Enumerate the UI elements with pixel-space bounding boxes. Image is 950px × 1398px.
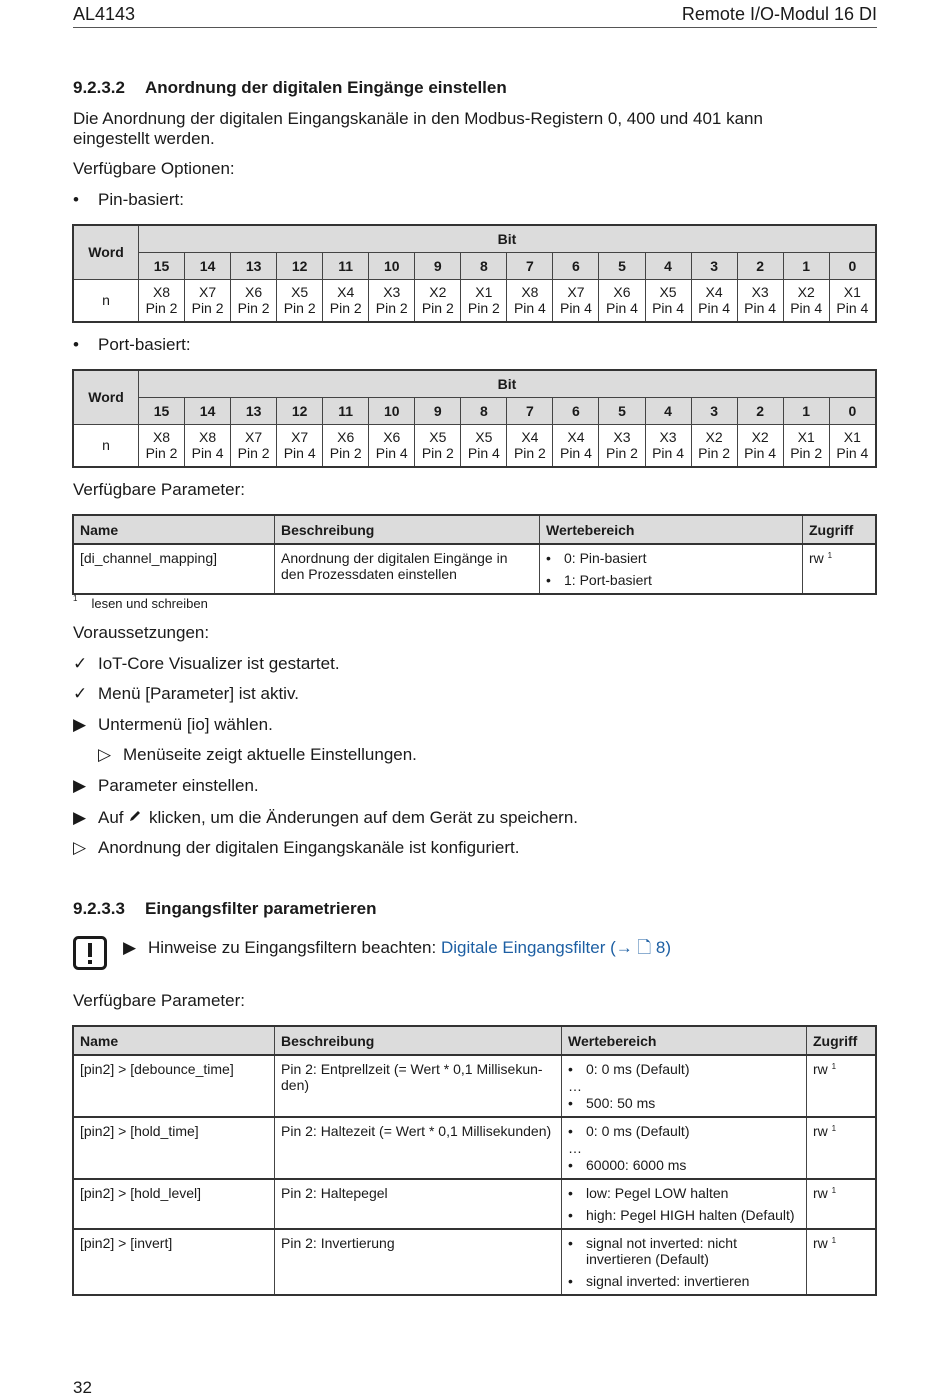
pin-label: Pin 4 — [559, 445, 592, 462]
param-desc: Pin 2: Haltezeit (= Wert * 0,1 Millisekunden) — [275, 1117, 562, 1179]
port-label: X3 — [659, 429, 677, 446]
step-2: ✓ Menü [Parameter] ist aktiv. — [73, 684, 299, 703]
pin-label: Pin 2 — [329, 300, 362, 317]
port-label: X6 — [383, 429, 401, 446]
bit-mapping-cell — [323, 424, 369, 467]
prereq-label: Voraussetzungen: — [73, 623, 210, 642]
port-label: X1 — [843, 429, 861, 446]
bit-number-cell: 6 — [553, 252, 599, 279]
col-name: Name — [73, 515, 275, 544]
param-table-2 — [72, 1025, 877, 1296]
bit-number-cell: 10 — [369, 397, 415, 424]
param-access: rw $^1$ — [807, 1117, 877, 1179]
bit-number-cell: 11 — [323, 397, 369, 424]
doc-code: AL4143 — [73, 4, 136, 24]
pin-label: Pin 2 — [698, 445, 731, 462]
bit-number-cell: 8 — [461, 397, 507, 424]
param-values: • 0: Pin-basiert • 1: Port-basiert — [540, 544, 803, 594]
bit-mapping-cell — [231, 424, 277, 467]
port-label: X2 — [751, 429, 769, 446]
pin-label: Pin 4 — [744, 445, 777, 462]
page-icon: 🗋 — [637, 938, 652, 957]
bit-number-cell: 9 — [415, 252, 461, 279]
bit-mapping-cell — [139, 279, 185, 322]
bit-mapping-cell — [185, 279, 231, 322]
bit-mapping-cell — [507, 424, 553, 467]
pin-label: Pin 2 — [790, 445, 823, 462]
pin-label: Pin 4 — [652, 445, 684, 462]
pin-label: Pin 4 — [744, 300, 777, 317]
port-label: X4 — [337, 284, 355, 301]
bit-number-cell: 15 — [139, 397, 185, 424]
bit-mapping-cell — [369, 279, 415, 322]
bit-number-cell: 8 — [461, 252, 507, 279]
bit-number-cell: 7 — [507, 397, 553, 424]
word-cell: n — [73, 279, 139, 322]
param-name: [pin2] > [hold_time] — [73, 1117, 275, 1179]
pin-label: Pin 4 — [606, 300, 638, 317]
bit-number-cell: 4 — [645, 397, 691, 424]
pin-label: Pin 4 — [375, 445, 408, 462]
port-based-table — [72, 369, 877, 468]
bit-mapping-cell — [369, 424, 415, 467]
bit-mapping-cell — [507, 279, 553, 322]
pin-label: Pin 2 — [237, 445, 270, 462]
col-values: Wertebereich — [540, 515, 803, 544]
param-values: • 0: 0 ms (Default) … • 60000: 6000 ms — [562, 1117, 807, 1179]
param-name: [pin2] > [debounce_time] — [73, 1055, 275, 1117]
bit-number-cell: 4 — [645, 252, 691, 279]
bit-number-cell: 6 — [553, 397, 599, 424]
pin-based-bullet: • Pin-basiert: — [73, 190, 184, 209]
port-label: X1 — [843, 284, 861, 301]
port-label: X8 — [199, 429, 217, 446]
bit-number-cell: 9 — [415, 397, 461, 424]
col-values: Wertebereich — [562, 1026, 807, 1055]
bit-mapping-cell — [783, 424, 829, 467]
col-access: Zugriff — [803, 515, 877, 544]
port-label: X7 — [291, 429, 309, 446]
bit-mapping-cell — [691, 424, 737, 467]
bit-mapping-cell — [829, 424, 876, 467]
bit-mapping-cell — [599, 279, 645, 322]
bit-number-cell: 2 — [737, 397, 783, 424]
bit-mapping-cell — [277, 424, 323, 467]
param-access: rw $^1$ — [807, 1179, 877, 1229]
param-desc: Pin 2: Haltepegel — [275, 1179, 562, 1229]
param-name: [di_channel_mapping] — [73, 544, 275, 594]
param-access: rw $^1$ — [807, 1229, 877, 1295]
bit-header: Bit — [139, 370, 877, 397]
pin-label: Pin 2 — [421, 300, 454, 317]
port-label: X5 — [659, 284, 677, 301]
param-values: • 0: 0 ms (Default) … • 500: 50 ms — [562, 1055, 807, 1117]
pin-label: Pin 2 — [467, 300, 500, 317]
pin-label: Pin 2 — [145, 300, 178, 317]
bit-number-cell: 1 — [783, 252, 829, 279]
note-line: ▶ Hinweise zu Eingangsfiltern beachten: Digitale Eingangsfilter (→ 🗋 8) — [123, 938, 672, 957]
bit-mapping-cell — [231, 279, 277, 322]
pencil-icon — [128, 808, 144, 828]
doc-title: Remote I/O-Modul 16 DI — [681, 4, 877, 24]
port-label: X4 — [567, 429, 585, 446]
col-desc: Beschreibung — [275, 1026, 562, 1055]
params-label-2: Verfügbare Parameter: — [73, 991, 245, 1010]
col-access: Zugriff — [807, 1026, 877, 1055]
bit-mapping-cell — [783, 279, 829, 322]
bit-number-cell: 5 — [599, 252, 645, 279]
word-cell: n — [73, 424, 139, 467]
bit-number-cell: 0 — [829, 397, 876, 424]
footnote: $^1$ lesen und schreiben — [73, 594, 208, 611]
port-label: X8 — [152, 284, 171, 301]
bit-mapping-cell — [139, 424, 185, 467]
port-label: X3 — [383, 284, 401, 301]
pin-label: Pin 4 — [836, 300, 869, 317]
section-heading-9-2-3-3: 9.2.3.3 Eingangsfilter parametrieren — [73, 899, 377, 918]
param-desc: Anordnung der digitalen Eingänge in den Prozessdaten einstellen — [275, 544, 540, 594]
pin-label: Pin 4 — [191, 445, 224, 462]
pin-label: Pin 2 — [329, 445, 362, 462]
bit-number-cell: 5 — [599, 397, 645, 424]
port-label: X6 — [613, 284, 631, 301]
section-heading-9-2-3-2: 9.2.3.2 Anordnung der digitalen Eingänge einstellen — [73, 78, 507, 97]
pin-label: Pin 4 — [652, 300, 684, 317]
col-desc: Beschreibung — [275, 515, 540, 544]
step-result: ▷ Anordnung der digitalen Eingangskanäle ist konfiguriert. — [73, 838, 520, 857]
port-label: X2 — [429, 284, 447, 301]
bit-number-cell: 11 — [323, 252, 369, 279]
pin-label: Pin 4 — [836, 445, 869, 462]
bit-mapping-cell — [553, 279, 599, 322]
bit-number-cell: 10 — [369, 252, 415, 279]
pin-label: Pin 4 — [513, 300, 546, 317]
intro-line-1: Die Anordnung der digitalen Eingangskanäle in den Modbus-Registern 0, 400 und 401 kann — [73, 109, 763, 128]
header-rule — [73, 27, 877, 28]
port-label: X6 — [337, 429, 355, 446]
col-name: Name — [73, 1026, 275, 1055]
filter-link[interactable]: Digitale Eingangsfilter (→ 🗋 8) — [440, 938, 672, 957]
port-label: X3 — [751, 284, 769, 301]
bit-number-cell: 14 — [185, 397, 231, 424]
pin-label: Pin 2 — [421, 445, 454, 462]
param-desc: Pin 2: Entprellzeit (= Wert * 0,1 Millisekun-den) — [275, 1055, 562, 1117]
bit-number-cell: 7 — [507, 252, 553, 279]
port-based-bullet: • Port-basiert: — [73, 335, 191, 354]
bit-header: Bit — [139, 225, 877, 252]
pin-label: Pin 2 — [191, 300, 224, 317]
port-label: X1 — [475, 284, 493, 301]
pin-label: Pin 2 — [237, 300, 270, 317]
port-label: X7 — [567, 284, 585, 301]
pin-label: Pin 2 — [375, 300, 408, 317]
pin-label: Pin 2 — [283, 300, 316, 317]
bit-number-cell: 2 — [737, 252, 783, 279]
step-5: ▶ Auf klicken, um die Änderungen auf dem Gerät zu speichern. — [73, 808, 579, 827]
word-header: Word — [73, 225, 139, 279]
param-table-1 — [72, 514, 877, 595]
param-values: • low: Pegel LOW halten • high: Pegel HIGH halten (Default) — [562, 1179, 807, 1229]
pin-label: Pin 4 — [790, 300, 823, 317]
bit-number-cell: 3 — [691, 252, 737, 279]
bit-mapping-cell — [645, 424, 691, 467]
word-header: Word — [73, 370, 139, 424]
port-label: X4 — [521, 429, 539, 446]
bit-mapping-cell — [829, 279, 876, 322]
port-label: X1 — [797, 429, 815, 446]
pin-label: Pin 4 — [283, 445, 316, 462]
bit-number-cell: 0 — [829, 252, 876, 279]
bit-number-cell: 12 — [277, 252, 323, 279]
bit-number-cell: 13 — [231, 252, 277, 279]
port-label: X3 — [613, 429, 631, 446]
pin-label: Pin 4 — [559, 300, 592, 317]
bit-mapping-cell — [737, 424, 783, 467]
port-label: X2 — [797, 284, 815, 301]
step-3: ▶ Untermenü [io] wählen. — [73, 715, 273, 734]
bit-mapping-cell — [461, 424, 507, 467]
pin-based-table — [72, 224, 877, 323]
bit-mapping-cell — [185, 424, 231, 467]
param-access: rw $^1$ — [807, 1055, 877, 1117]
port-label: X2 — [705, 429, 723, 446]
bit-number-cell: 1 — [783, 397, 829, 424]
param-desc: Pin 2: Invertierung — [275, 1229, 562, 1295]
intro-line-2: eingestellt werden. — [73, 129, 215, 148]
bit-mapping-cell — [415, 279, 461, 322]
bit-mapping-cell — [599, 424, 645, 467]
bit-mapping-cell — [737, 279, 783, 322]
port-label: X4 — [705, 284, 723, 301]
param-access: rw $^1$ — [803, 544, 877, 594]
port-label: X5 — [429, 429, 447, 446]
port-label: X8 — [521, 284, 539, 301]
bit-number-cell: 14 — [185, 252, 231, 279]
bit-mapping-cell — [461, 279, 507, 322]
bit-mapping-cell — [415, 424, 461, 467]
bit-number-cell: 12 — [277, 397, 323, 424]
step-3-result: ▷ Menüseite zeigt aktuelle Einstellungen. — [98, 745, 417, 764]
pin-label: Pin 2 — [606, 445, 638, 462]
port-label: X8 — [152, 429, 171, 446]
pin-label: Pin 2 — [145, 445, 178, 462]
param-name: [pin2] > [hold_level] — [73, 1179, 275, 1229]
pin-label: Pin 4 — [467, 445, 500, 462]
bit-mapping-cell — [691, 279, 737, 322]
options-label: Verfügbare Optionen: — [73, 159, 235, 178]
bit-mapping-cell — [277, 279, 323, 322]
bit-mapping-cell — [553, 424, 599, 467]
param-values: • signal not inverted: nicht invertieren (Default) • signal inverted: invertieren — [562, 1229, 807, 1295]
port-label: X5 — [475, 429, 493, 446]
port-label: X5 — [291, 284, 309, 301]
bit-number-cell: 13 — [231, 397, 277, 424]
pin-label: Pin 4 — [698, 300, 731, 317]
step-4: ▶ Parameter einstellen. — [73, 776, 259, 795]
bit-number-cell: 15 — [139, 252, 185, 279]
param-name: [pin2] > [invert] — [73, 1229, 275, 1295]
step-1: ✓ IoT-Core Visualizer ist gestartet. — [73, 654, 340, 673]
bit-mapping-cell — [645, 279, 691, 322]
port-label: X7 — [245, 429, 263, 446]
port-label: X6 — [245, 284, 263, 301]
pin-label: Pin 2 — [513, 445, 546, 462]
params-label-1: Verfügbare Parameter: — [73, 480, 245, 499]
bit-mapping-cell — [323, 279, 369, 322]
port-label: X7 — [199, 284, 217, 301]
bit-number-cell: 3 — [691, 397, 737, 424]
info-icon — [73, 936, 107, 970]
page-number: 32 — [73, 1378, 92, 1397]
